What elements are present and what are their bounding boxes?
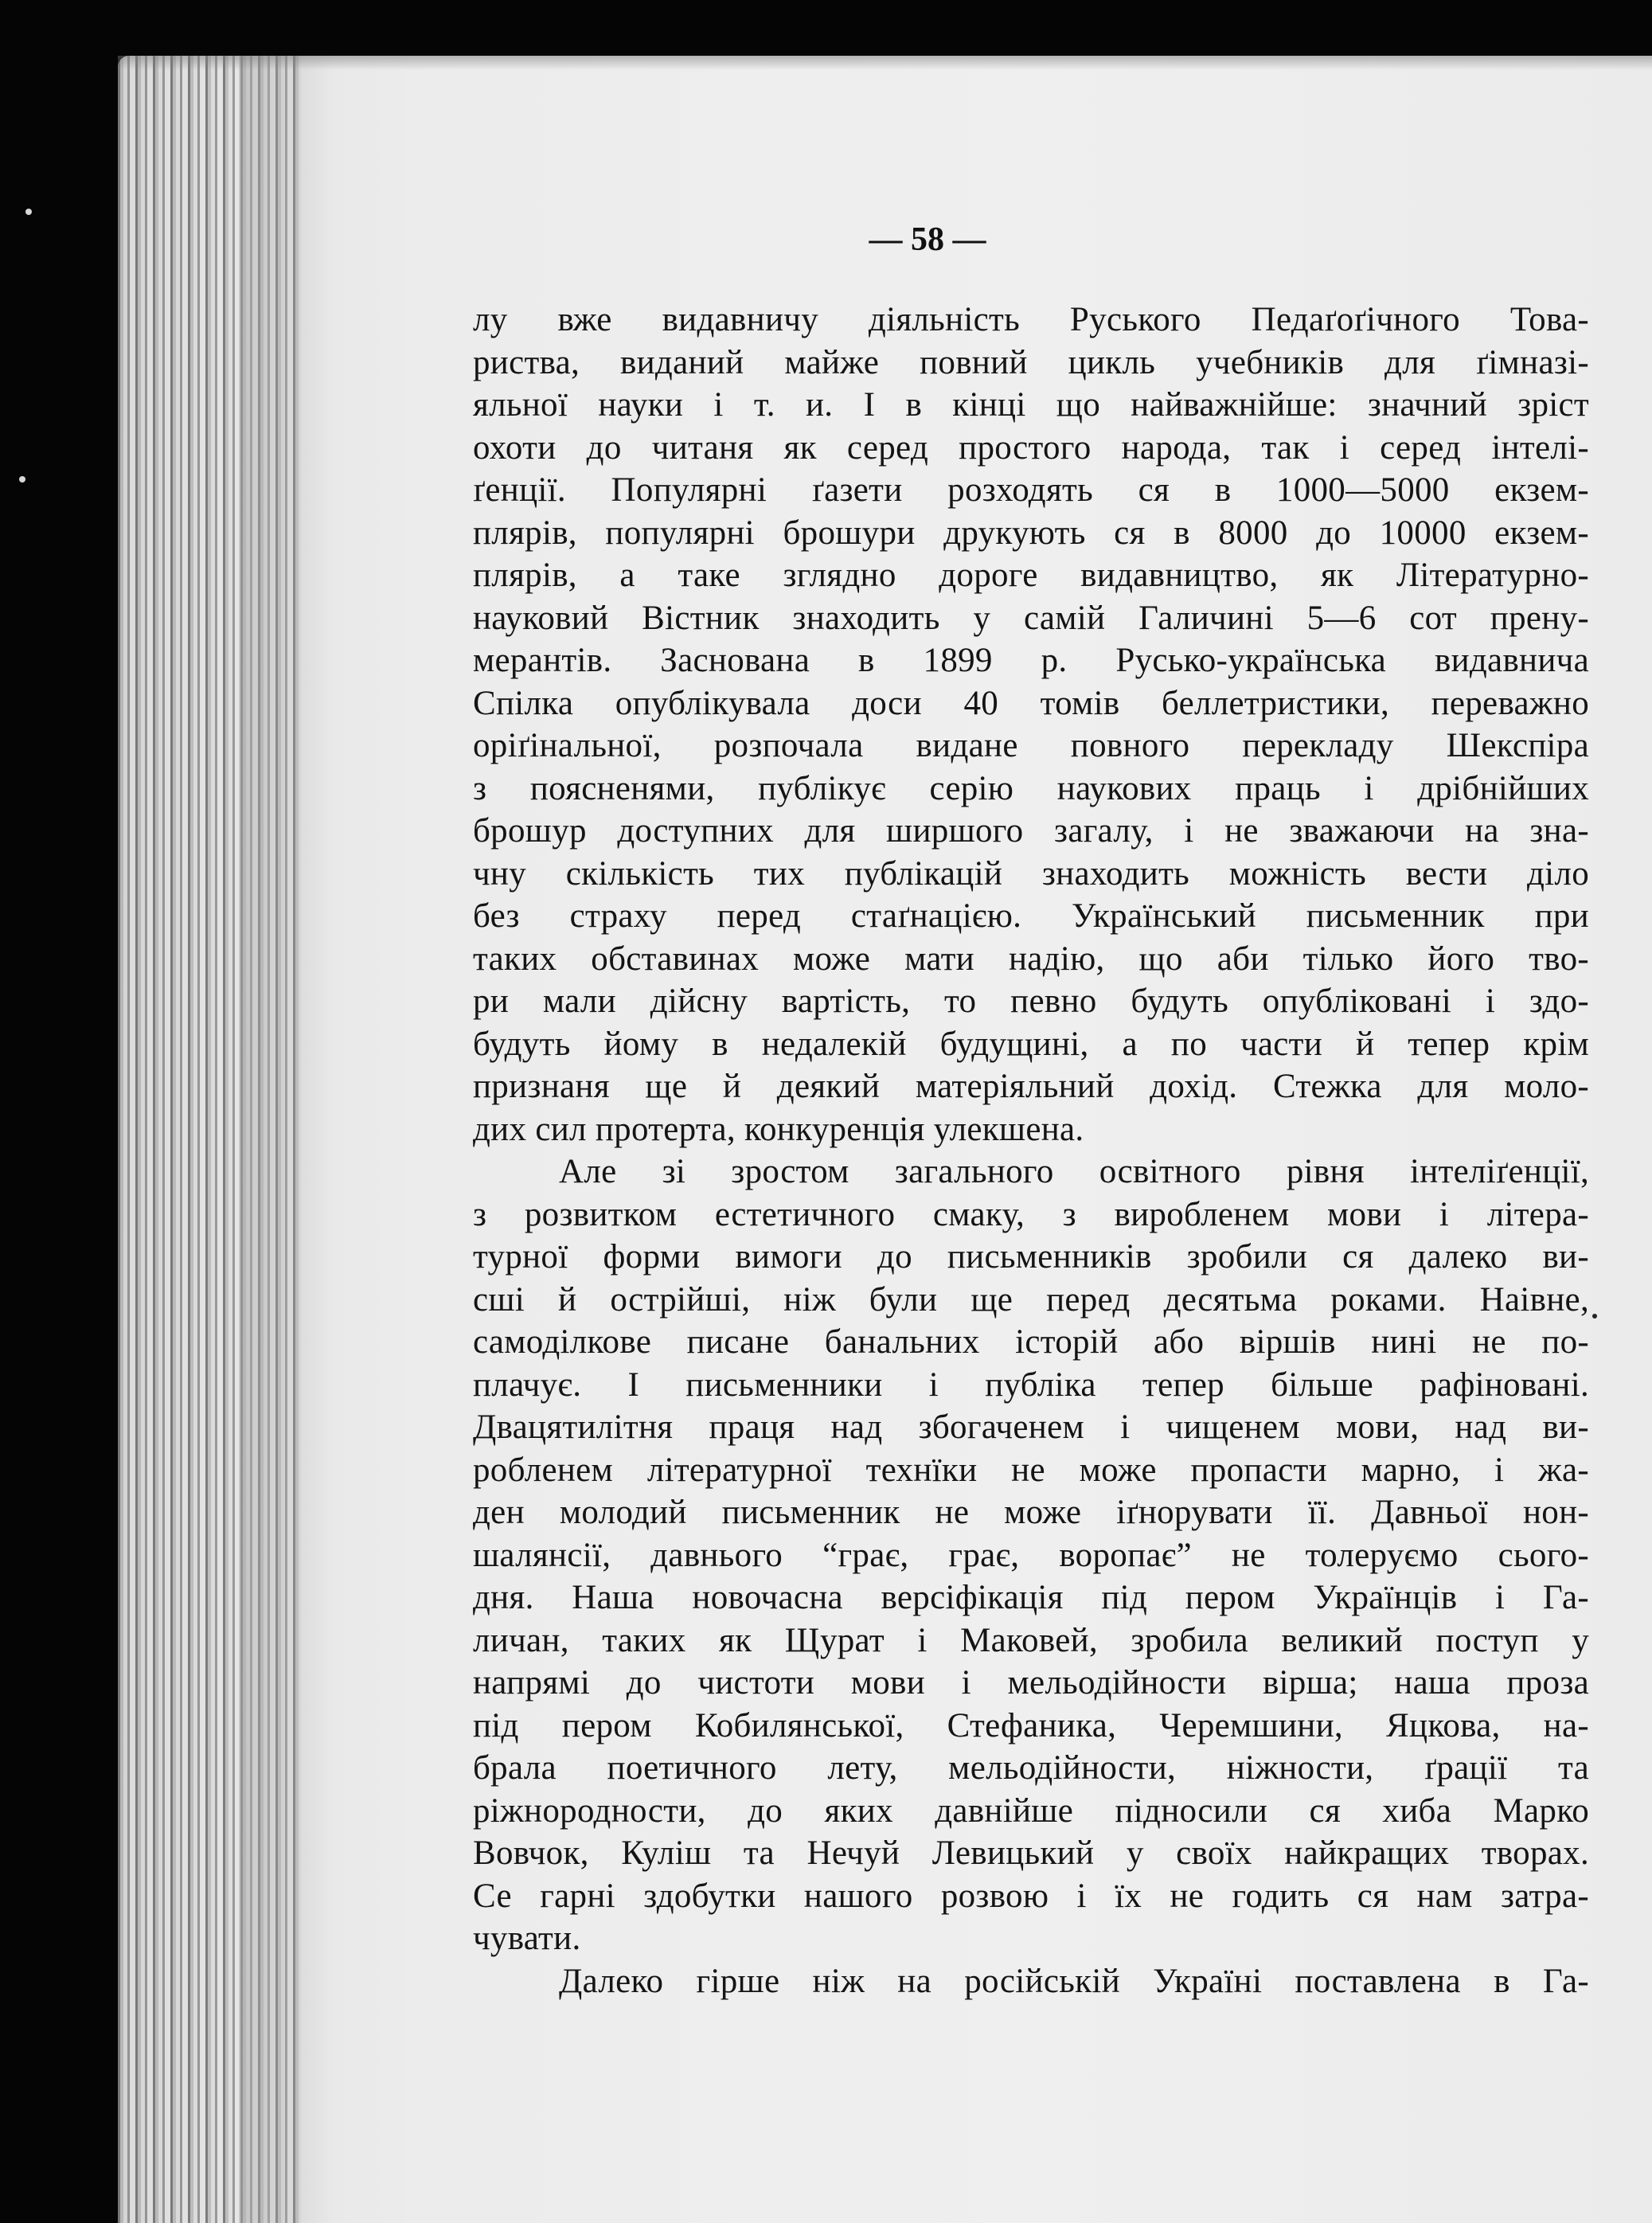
text-line: таких обставинах може мати надію, що аби тілько його тво- [473, 940, 1589, 978]
text-line: ґенції. Популярні ґазети розходять ся в 1000—5000 екзем- [473, 471, 1589, 509]
text-line: плярів, а таке зглядно дороге видавництво, як Літературно- [473, 557, 1589, 594]
text-line: з розвитком естетичного смаку, з виробленем мови і літера- [473, 1195, 1589, 1233]
text-line: самоділкове писане банальних історій або віршів нині не по- [473, 1323, 1589, 1361]
text-line: охоти до читаня як серед простого народа, так і серед інтелі- [473, 428, 1589, 467]
text-line: Двацятилітня праця над збогаченем і чищенем мови, над ви- [473, 1408, 1589, 1446]
text-line: риства, виданий майже повний цикль учебників для ґімназі- [473, 343, 1589, 381]
text-line: будуть йому в недалекій будущині, а по части й тепер крім [473, 1025, 1589, 1063]
text-line: дих сил протерта, конкуренція улекшена. [473, 1110, 1084, 1148]
text-line: яльної науки і т. и. І в кінці що найважнійше: значний зріст [473, 386, 1589, 424]
text-line: Се гарні здобутки нашого розвою і їх не годить ся нам затра- [473, 1877, 1589, 1915]
text-line: чну скількість тих публікацій знаходить можність вести діло [473, 854, 1589, 893]
text-line: плярів, популярні брошури друкують ся в 8000 до 10000 екзем- [473, 514, 1589, 552]
text-line: Спілка опублікувала доси 40 томів беллетристики, переважно [473, 684, 1589, 722]
page-top-edge [118, 56, 1652, 70]
text-line: признаня ще й деякий матеріяльний дохід. Стежка для моло- [473, 1068, 1589, 1105]
text-line: робленем літературної технїки не може пропасти марно, і жа- [473, 1451, 1589, 1489]
text-line: брала поетичного лету, мельодійности, ніжности, ґрації та [473, 1749, 1589, 1787]
text-line: ри мали дійсну вартість, то певно будуть опубліковані і здо- [473, 983, 1589, 1020]
text-line: чувати. [473, 1920, 581, 1957]
dust-speck [1592, 1314, 1597, 1319]
text-line: Але зі зростом загального освітного рівня інтеліґенції, [559, 1153, 1589, 1190]
text-line: напрямі до чистоти мови і мельодійности вірша; наша проза [473, 1664, 1589, 1701]
body-text [473, 299, 1589, 2002]
text-line: ріжнородности, до яких давнійше підносили ся хиба Марко [473, 1791, 1589, 1830]
text-line: сші й острійші, ніж були ще перед десятьма роками. Наівне, [473, 1280, 1589, 1319]
text-line: Вовчок, Куліш та Нечуй Левицький у своїх найкращих творах. [473, 1834, 1589, 1872]
dust-speck [25, 209, 32, 215]
text-line: без страху перед стаґнацією. Український письменник при [473, 897, 1589, 935]
text-line: Далеко гірше ніж на російській Україні поставлена в Га- [559, 1962, 1589, 2000]
text-line: личан, таких як Щурат і Маковей, зробила великий поступ у [473, 1621, 1589, 1659]
text-line: турної форми вимоги до письменників зробили ся далеко ви- [473, 1238, 1589, 1276]
text-line: науковий Вістник знаходить у самій Галичині 5—6 сот прену- [473, 599, 1589, 637]
text-line: брошур доступних для ширшого загалу, і не зважаючи на зна- [473, 812, 1589, 850]
text-line: з поясненями, публікує серію наукових праць і дрібнійших [473, 769, 1589, 807]
text-line: оріґінальної, розпочала видане повного перекладу Шекспіра [473, 727, 1589, 764]
text-line: мерантів. Заснована в 1899 р. Русько-українська видавнича [473, 642, 1589, 679]
text-line: під пером Кобилянської, Стефаника, Черемшини, Яцкова, на- [473, 1706, 1589, 1744]
gutter-fade [239, 56, 334, 2223]
page-number: — 58 — [869, 221, 986, 258]
dust-speck [19, 476, 25, 482]
text-line: лу вже видавничу діяльність Руського Педаґоґічного Това- [473, 301, 1589, 338]
text-line: дня. Наша новочасна версіфікація під пером Українців і Га- [473, 1579, 1589, 1616]
text-line: ден молодий письменник не може іґнорувати її. Давньої нон- [473, 1494, 1589, 1531]
text-line: шалянсії, давнього “грає, грає, воропає” не толеруємо сього- [473, 1536, 1589, 1574]
text-line: плачує. І письменники і публіка тепер більше рафіновані. [473, 1365, 1589, 1404]
